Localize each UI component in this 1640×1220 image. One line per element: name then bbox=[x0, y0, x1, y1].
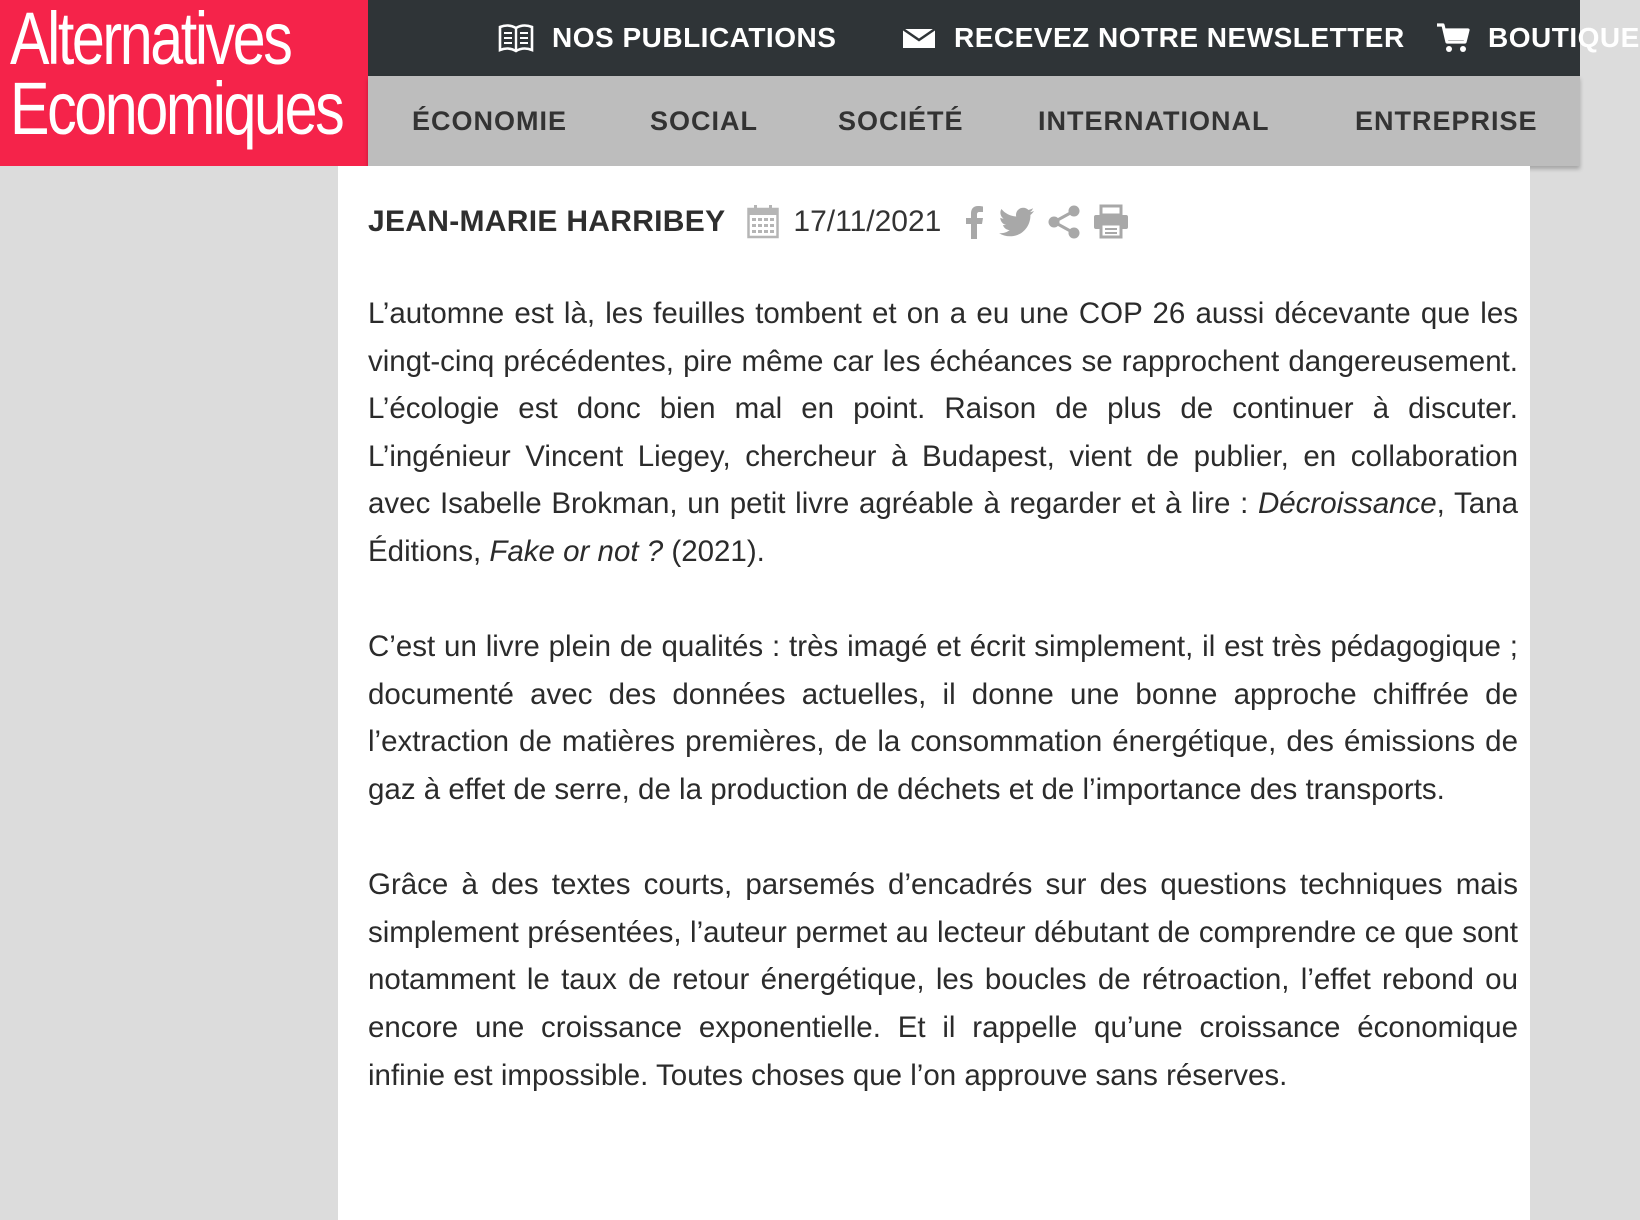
book-title: Décroissance bbox=[1257, 487, 1437, 521]
paragraph-3: Grâce à des textes courts, parsemés d’encadrés sur des questions techniques mais simplement présentées, l’auteur permet au lecteur débutant de comprendre ce que sont notamment le taux de retour énergétique, les boucles de rétroaction, l’effet rebond ou encore une croissance exponentielle. Et il rappelle qu’une croissance économique infinie est impossible. Toutes choses que l’on approuve sans réserves. bbox=[368, 868, 1518, 1092]
facebook-icon[interactable] bbox=[961, 205, 987, 239]
nav-boutique[interactable] bbox=[1436, 0, 1640, 76]
nav-boutique-label: BOUTIQUE bbox=[1488, 22, 1640, 53]
logo-line-2: Economiques bbox=[10, 67, 343, 150]
series-title: Fake or not ? bbox=[489, 534, 664, 568]
article-card bbox=[338, 166, 1530, 1220]
share-bar bbox=[961, 205, 1141, 239]
publisher: , Tana Éditions, bbox=[368, 487, 1518, 568]
site-logo[interactable] bbox=[0, 0, 368, 166]
nav-publications[interactable] bbox=[498, 0, 836, 76]
logo-line-1: Alternatives bbox=[10, 0, 291, 80]
article-body bbox=[368, 290, 1518, 1147]
author-name[interactable]: JEAN-MARIE HARRIBEY bbox=[368, 205, 726, 238]
share-icon[interactable] bbox=[1047, 205, 1081, 239]
paragraph-2: C’est un livre plein de qualités : très imagé et écrit simplement, il est très pédagogique ; documenté avec des données actuelles, il donne une bonne approche chiffrée de l’extraction de matières premières, de la consommation énergétique, des émissions de gaz à effet de serre, de la production de déchets et de l’importance des transports. bbox=[368, 630, 1518, 806]
calendar-icon bbox=[747, 205, 779, 239]
book-open-icon bbox=[498, 22, 534, 54]
nav-newsletter-label: RECEVEZ NOTRE NEWSLETTER bbox=[954, 22, 1405, 53]
category-economie[interactable]: ÉCONOMIE bbox=[412, 105, 568, 136]
publish-date: 17/11/2021 bbox=[793, 205, 942, 238]
paragraph-1 bbox=[368, 290, 1518, 576]
twitter-icon[interactable] bbox=[999, 207, 1035, 237]
publication-year: (2021). bbox=[663, 534, 765, 568]
cart-icon bbox=[1436, 22, 1470, 54]
category-entreprise[interactable]: ENTREPRISE bbox=[1355, 105, 1538, 136]
category-nav bbox=[368, 76, 1580, 166]
print-icon[interactable] bbox=[1093, 205, 1129, 239]
article-meta bbox=[368, 200, 1141, 244]
top-nav bbox=[368, 0, 1640, 76]
category-international[interactable]: INTERNATIONAL bbox=[1038, 105, 1270, 136]
envelope-icon bbox=[902, 26, 936, 50]
category-societe[interactable]: SOCIÉTÉ bbox=[838, 105, 964, 136]
nav-publications-label: NOS PUBLICATIONS bbox=[552, 22, 837, 53]
category-social[interactable]: SOCIAL bbox=[650, 105, 759, 136]
paragraph-1-text: L’automne est là, les feuilles tombent et on a eu une COP 26 aussi décevante que les vingt-cinq précédentes, pire même car les échéances se rapprochent dangereusement. L’écologie est donc bien mal en point. Raison de plus de continuer à discuter. L’ingénieur Vincent Liegey, chercheur à Budapest, vient de publier, en collaboration avec Isabelle Brokman, un petit livre agréable à regarder et à lire : bbox=[368, 297, 1518, 521]
nav-newsletter[interactable] bbox=[902, 0, 1405, 76]
